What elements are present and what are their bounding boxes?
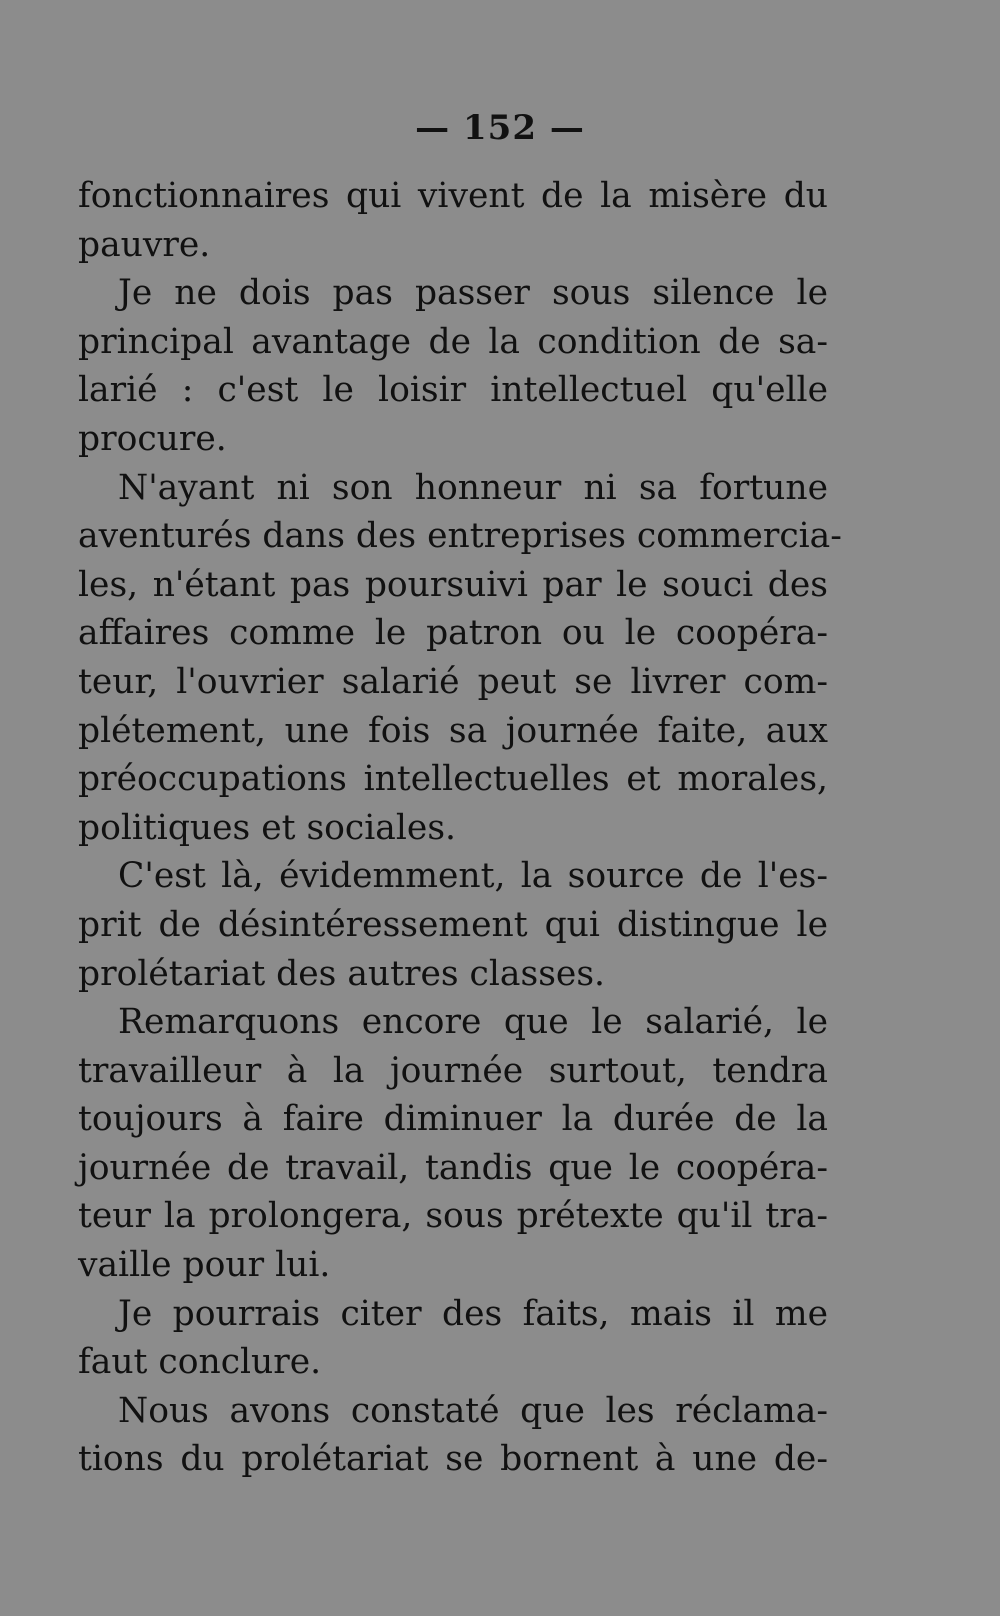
text-line: affaires comme le patron ou le coopéra-	[78, 613, 828, 654]
text-line: prit de désintéressement qui distingue le	[78, 904, 828, 945]
text-line: prolétariat des autres classes.	[78, 953, 605, 994]
text-line: faut conclure.	[78, 1342, 322, 1383]
text-line: pauvre.	[78, 224, 211, 265]
text-line: teur la prolongera, sous prétexte qu'il tra-	[78, 1196, 828, 1237]
text-line: politiques et sociales.	[78, 807, 456, 848]
text-line: tions du prolétariat se bornent à une de-	[78, 1439, 828, 1480]
text-line: teur, l'ouvrier salarié peut se livrer com-	[78, 661, 828, 702]
text-line: aventurés dans des entreprises commercia-	[78, 516, 842, 557]
text-line: plétement, une fois sa journée faite, aux	[78, 710, 828, 751]
text-line: travailleur à la journée surtout, tendra	[78, 1050, 828, 1091]
text-line: fonctionnaires qui vivent de la misère du	[78, 176, 828, 216]
text-line: larié : c'est le loisir intellectuel qu'elle	[78, 370, 828, 411]
text-line: C'est là, évidemment, la source de l'es-	[118, 856, 828, 897]
text-line: Remarquons encore que le salarié, le	[118, 1002, 828, 1043]
text-line: les, n'étant pas poursuivi par le souci des	[78, 564, 828, 605]
body-text	[78, 172, 842, 1484]
text-line: toujours à faire diminuer la durée de la	[78, 1099, 828, 1140]
text-line: principal avantage de la condition de sa-	[78, 321, 828, 362]
text-line: vaille pour lui.	[78, 1245, 331, 1286]
text-line: N'ayant ni son honneur ni sa fortune	[118, 467, 828, 508]
text-line: Nous avons constaté que les réclama-	[118, 1390, 828, 1431]
text-line: préoccupations intellectuelles et morales,	[78, 759, 828, 800]
text-line: journée de travail, tandis que le coopéra-	[78, 1147, 828, 1188]
page-number: — 152 —	[415, 108, 585, 148]
text-line: procure.	[78, 418, 227, 459]
text-line: Je pourrais citer des faits, mais il me	[118, 1293, 828, 1334]
text-line: Je ne dois pas passer sous silence le	[118, 273, 828, 314]
